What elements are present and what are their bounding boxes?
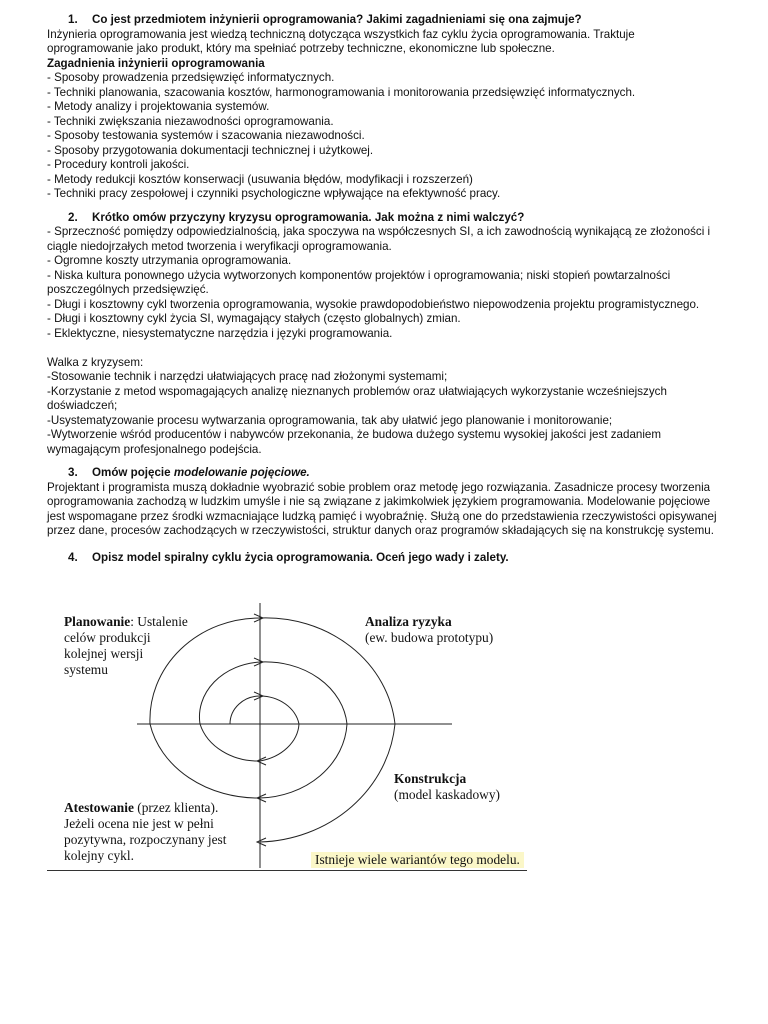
q2-line: ciągle niedojrzałych metod tworzenia i weryfikacji oprogramowania. — [47, 239, 392, 253]
q1-item: - Metody redukcji kosztów konserwacji (usuwania błędów, modyfikacji i rozszerzeń) — [47, 172, 473, 186]
question-1-title: 1. Co jest przedmiotem inżynierii oprogramowania? Jakimi zagadnieniami się ona zajmuje? — [68, 13, 582, 26]
q2-line: - Niska kultura ponownego użycia wytworzonych komponentów projektów i oprogramowania; niski stopień powtarzalności — [47, 268, 671, 282]
q3-line: oprogramowania zachodzą w ludzkim umyśle i nie są związane z jakimkolwiek językiem programowania. Modelowanie pojęciowe — [47, 495, 711, 508]
q2-fight-line: -Korzystanie z metod wspomagających analizę nieznanych problemów oraz ułatwiających wykorzystanie wcześniejszych — [47, 384, 667, 398]
q2-line: - Ogromne koszty utrzymania oprogramowania. — [47, 254, 292, 267]
variants-note: Istnieje wiele wariantów tego modelu. — [311, 852, 524, 868]
construction-label: Konstrukcja (model kaskadowy) — [394, 771, 500, 802]
q2-fight-line: -Stosowanie technik i narzędzi ułatwiających pracę nad złożonymi systemami; — [47, 370, 448, 383]
question-3-title: 3. Omów pojęcie modelowanie pojęciowe. — [68, 466, 310, 479]
planning-label: Planowanie: Ustalenie celów produkcji kolejnej wersji systemu — [64, 614, 188, 677]
q2-line: - Eklektyczne, niesystematyczne narzędzia i języki programowania. — [47, 326, 393, 340]
q1-item: - Sposoby przygotowania dokumentacji technicznej i użytkowej. — [47, 143, 374, 157]
q2-line: poszczególnych przedsięwzięć. — [47, 283, 209, 296]
q3-line: jest wspomagane przez środki wzmacniające ludzką pamięć i wyobraźnię. Służą one do przedstawienia rzeczywistości opisywanej — [47, 509, 717, 523]
q2-fight-line: wymagającym profesjonalnego podejścia. — [47, 442, 262, 456]
q3-line: przez dane, procesów zachodzących w rzeczywistości, struktur danych oraz programów składających się na konstrukcję systemu. — [47, 524, 714, 537]
q1-item: - Sposoby testowania systemów i szacowania niezawodności. — [47, 129, 365, 142]
q2-fight-line: doświadczeń; — [47, 399, 118, 412]
spiral-model-diagram — [47, 598, 727, 876]
q2-fight-heading: Walka z kryzysem: — [47, 355, 144, 369]
question-4-title: 4. Opisz model spiralny cyklu życia oprogramowania. Oceń jego wady i zalety. — [68, 550, 509, 564]
q2-line: - Długi i kosztowny cykl życia SI, wymagający stałych (często globalnych) zmian. — [47, 312, 461, 325]
q1-item: - Sposoby prowadzenia przedsięwzięć informatycznych. — [47, 71, 335, 84]
document-body — [47, 13, 725, 565]
q2-fight-line: -Usystematyzowanie procesu wytwarzania oprogramowania, tak aby ułatwić jego planowanie i monitorowanie; — [47, 413, 613, 427]
q1-item: - Techniki planowania, szacowania kosztów, harmonogramowania i monitorowania przedsięwzięć informatycznych. — [47, 85, 636, 99]
risk-analysis-label: Analiza ryzyka (ew. budowa prototypu) — [365, 614, 494, 645]
q1-subheading: Zagadnienia inżynierii oprogramowania — [47, 56, 265, 70]
horizontal-rule — [47, 870, 527, 871]
q2-line: - Sprzeczność pomiędzy odpowiedzialnością, jaka spoczywa na współczesnych SI, a ich zawodnością wynikającą ze złożoności i — [47, 225, 711, 238]
question-2-title: 2. Krótko omów przyczyny kryzysu oprogramowania. Jak można z nimi walczyć? — [68, 210, 525, 224]
q3-line: Projektant i programista muszą dokładnie wyobrazić sobie problem oraz metodę jego rozwiązania. Zasadnicze procesy tworzenia — [47, 480, 711, 494]
testing-label: Atestowanie (przez klienta). Jeżeli ocena nie jest w pełni pozytywna, rozpoczynany jest kolejny cykl. — [64, 800, 227, 863]
q1-intro-line-1: Inżynieria oprogramowania jest wiedzą techniczną dotycząca wszystkich faz cyklu życia oprogramowania. Traktuje — [47, 27, 635, 41]
q1-item: - Procedury kontroli jakości. — [47, 158, 190, 171]
q2-fight-line: -Wytworzenie wśród producentów i nabywców przekonania, że budowa dużego systemu wysokiej jakości jest zadaniem — [47, 428, 662, 441]
q1-item: - Metody analizy i projektowania systemów. — [47, 100, 270, 113]
q1-item: - Techniki zwiększania niezawodności oprogramowania. — [47, 114, 334, 128]
q1-item: - Techniki pracy zespołowej i czynniki psychologiczne wpływające na efektywność pracy. — [47, 187, 501, 200]
q1-intro-line-2: oprogramowanie jako produkt, który ma spełniać potrzeby techniczne, ekonomiczne lub społeczne. — [47, 42, 555, 55]
q2-line: - Długi i kosztowny cykl tworzenia oprogramowania, wysokie prawdopodobieństwo niepowodzenia projektu programistycznego. — [47, 297, 700, 311]
